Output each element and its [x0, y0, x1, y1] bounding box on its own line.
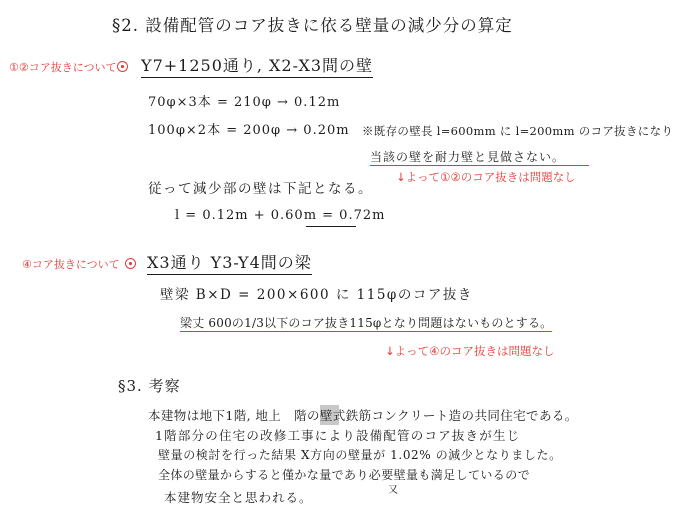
wall-beam-calc: 壁梁 B×D = 200×600 に 115φのコア抜き	[160, 287, 473, 303]
length-sum: l = 0.12m + 0.60m = 0.72m	[175, 208, 386, 223]
core-drill-tag-4: ④コア抜きについて	[22, 258, 120, 271]
discussion-line-5: 本建物安全と思われる。	[164, 490, 313, 505]
discussion-line-4: 全体の壁量からすると僅かな量であり必要壁量も満足しているので	[158, 468, 531, 482]
reduction-text: 従って減少部の壁は下記となる。	[148, 181, 373, 197]
bullet-icon	[125, 258, 136, 269]
beam-title: X3通り Y3-Y4間の梁	[147, 250, 312, 275]
calc-line-100: 100φ×2本 = 200φ → 0.20m	[148, 123, 350, 138]
discussion-line-1: 本建物は地下1階, 地上 階の壁式鉄筋コンクリート造の共同住宅である。	[148, 408, 578, 423]
section-heading-3: §3. 考察	[118, 377, 181, 395]
note-not-bearing-wall: 当該の壁を耐力壁と見做さない。	[370, 148, 589, 166]
core-drill-tag-1-2: ①②コア抜きについて	[9, 61, 117, 74]
discussion-line-2: 1階部分の住宅の改修工事により設備配管のコア抜きが生じ	[155, 428, 521, 443]
length-total-underline	[306, 226, 356, 227]
conclusion-4: ↓よって④のコア抜きは問題なし	[385, 344, 555, 358]
section-heading-2: §2. 設備配管のコア抜きに依る壁量の減少分の算定	[112, 16, 513, 35]
conclusion-1-2: ↓よって①②のコア抜きは問題なし	[396, 170, 576, 184]
calc-line-70: 70φ×3本 = 210φ → 0.12m	[148, 95, 341, 110]
bullet-icon	[117, 61, 128, 72]
beam-depth-note: 梁丈 600の1/3以下のコア抜き115φとなり問題はないものとする。	[180, 316, 553, 330]
discussion-line-3: 壁量の検討を行った結果 X方向の壁量が 1.02% の減少となりました。	[158, 448, 562, 462]
insert-mark: 又	[388, 485, 398, 496]
wall-title: Y7+1250通り, X2-X3間の壁	[141, 53, 373, 78]
note-existing-wall: ※既存の壁長 l=600mm に l=200mm のコア抜きになり	[362, 124, 674, 138]
